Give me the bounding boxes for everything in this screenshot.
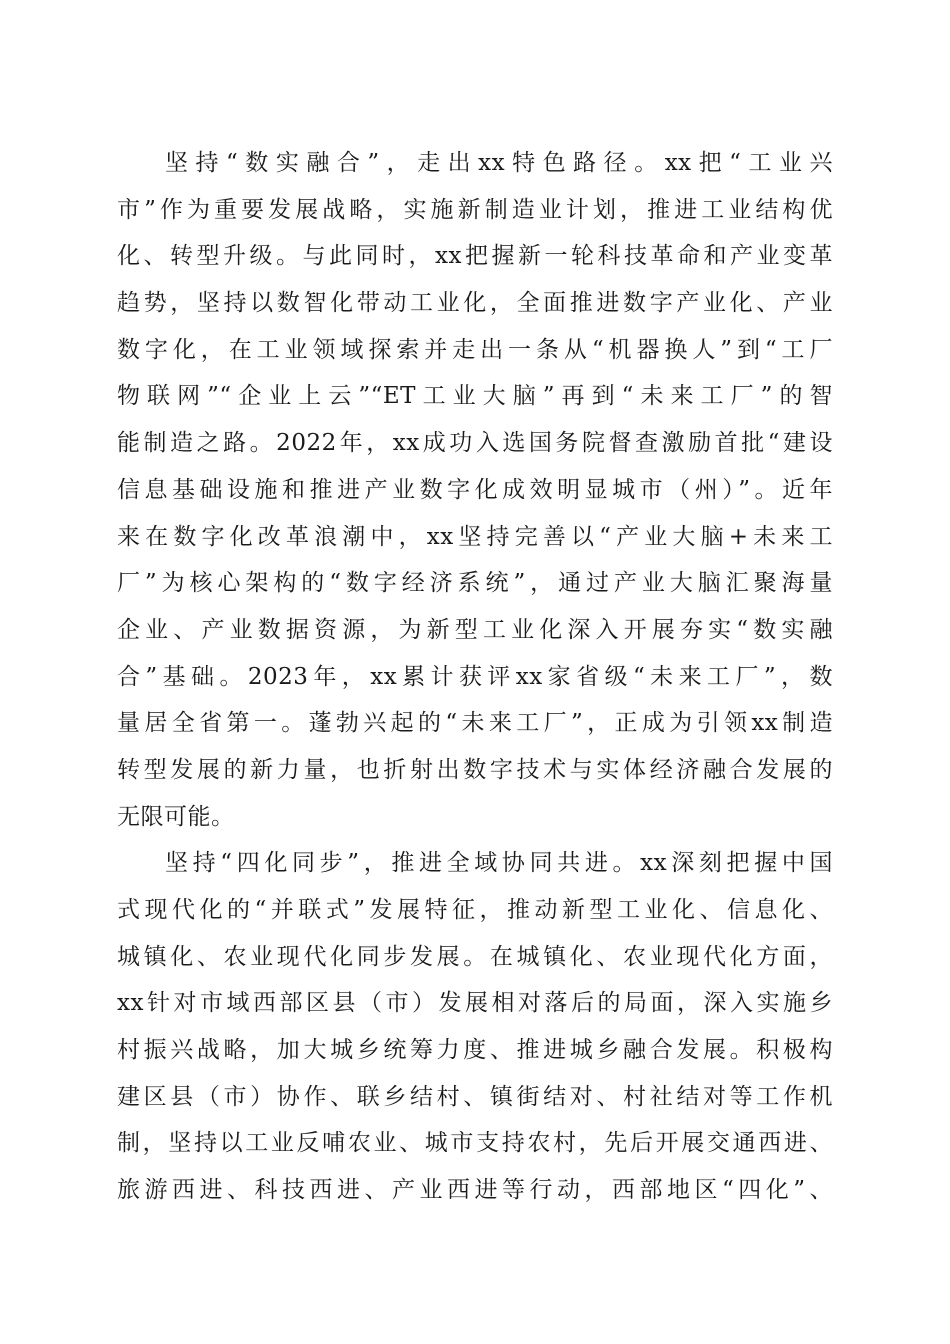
text-line: 数字化，在工业领域探索并走出一条从“机器换人”到“工厂 — [117, 336, 833, 363]
text-line: xx针对市域西部区县（市）发展相对落后的局面，深入实施乡 — [117, 990, 833, 1017]
text-line: 厂”为核心架构的“数字经济系统”，通过产业大脑汇聚海量 — [117, 570, 833, 597]
text-line: 信息基础设施和推进产业数字化成效明显城市（州）”。近年 — [117, 476, 833, 503]
text-line: 旅游西进、科技西进、产业西进等行动，西部地区“四化”、 — [117, 1177, 833, 1204]
text-line: 坚持“四化同步”，推进全域协同共进。xx深刻把握中国 — [165, 850, 833, 877]
text-line: 制，坚持以工业反哺农业、城市支持农村，先后开展交通西进、 — [117, 1130, 833, 1157]
paragraph-four-modernizations — [117, 840, 833, 1214]
paragraph-digital-real-integration — [117, 140, 833, 840]
text-line: 量居全省第一。蓬勃兴起的“未来工厂”，正成为引领xx制造 — [117, 710, 833, 737]
text-line: 物联网”“企业上云”“ET工业大脑”再到“未来工厂”的智 — [117, 383, 833, 410]
text-line: 来在数字化改革浪潮中，xx坚持完善以“产业大脑+未来工 — [117, 523, 833, 550]
text-line: 无限可能。 — [117, 803, 235, 830]
text-line: 化、转型升级。与此同时，xx把握新一轮科技革命和产业变革 — [117, 243, 833, 270]
text-line: 村振兴战略，加大城乡统筹力度、推进城乡融合发展。积极构 — [117, 1037, 833, 1064]
text-line: 转型发展的新力量，也折射出数字技术与实体经济融合发展的 — [117, 756, 833, 783]
body-text — [117, 140, 833, 1214]
text-line: 能制造之路。2022年，xx成功入选国务院督查激励首批“建设 — [117, 430, 833, 457]
text-line: 市”作为重要发展战略，实施新制造业计划，推进工业结构优 — [117, 196, 833, 223]
text-line: 城镇化、农业现代化同步发展。在城镇化、农业现代化方面， — [117, 943, 833, 970]
text-line: 建区县（市）协作、联乡结村、镇街结对、村社结对等工作机 — [117, 1083, 833, 1110]
text-line: 式现代化的“并联式”发展特征，推动新型工业化、信息化、 — [117, 897, 833, 923]
text-line: 趋势，坚持以数智化带动工业化，全面推进数字产业化、产业 — [117, 290, 833, 317]
text-line: 企业、产业数据资源，为新型工业化深入开展夯实“数实融 — [117, 616, 833, 643]
text-line: 合”基础。2023年，xx累计获评xx家省级“未来工厂”，数 — [117, 663, 833, 690]
text-line: 坚持“数实融合”，走出xx特色路径。xx把“工业兴 — [165, 150, 833, 176]
